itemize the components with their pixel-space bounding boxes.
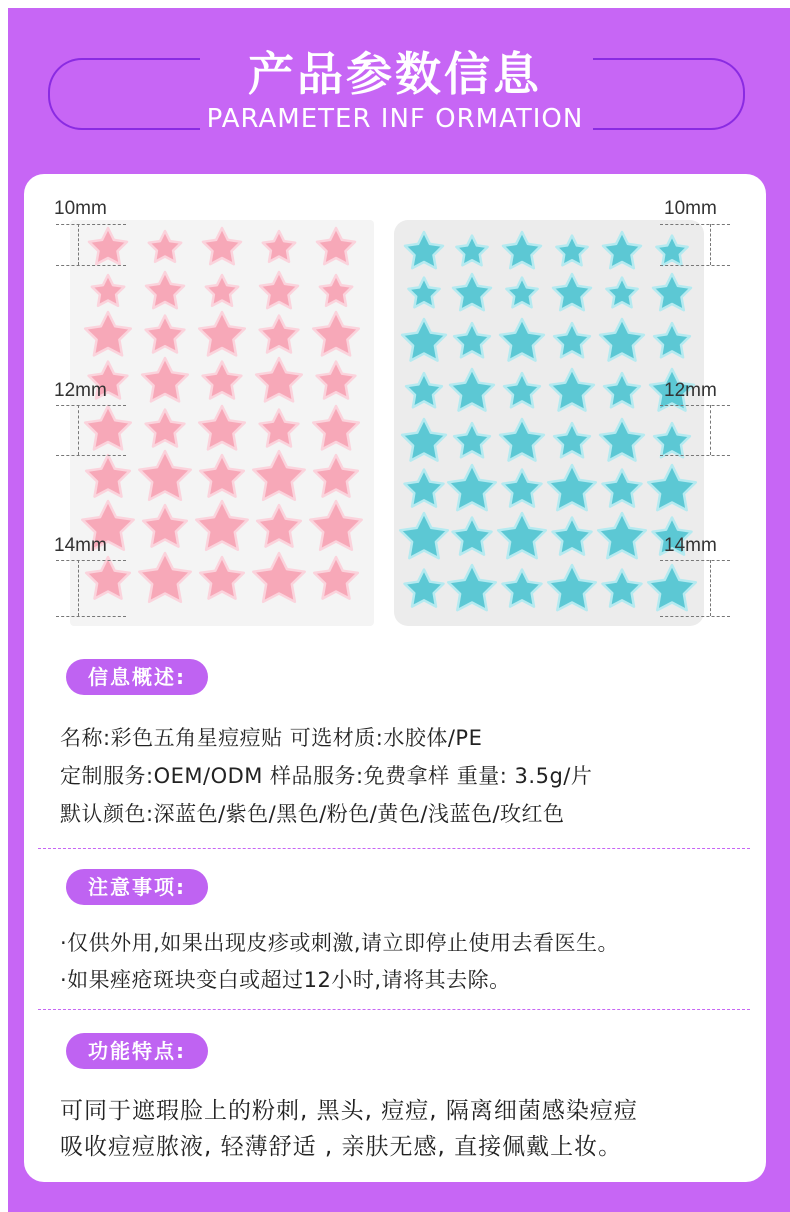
size-label-right-14mm: 14mm [664,535,717,556]
blue-star-icon [408,278,439,308]
notes-line: ·仅供外用,如果出现皮疹或刺激,请立即停止使用去看医生。 [60,931,620,955]
blue-star-icon [656,236,687,266]
pink-star-icon [260,272,298,308]
features-heading: 功能特点: [66,1033,208,1069]
pink-star-icon [139,451,190,500]
blue-star-icon [554,323,590,357]
dim-line [56,265,126,266]
pink-star-icon [314,455,358,497]
blue-star-icon [603,232,641,268]
pink-star-icon [253,451,304,500]
blue-star-icon [553,518,592,555]
notes-heading: 注意事项: [66,869,208,905]
dim-line [56,224,126,225]
dim-line [660,224,730,225]
pink-star-icon [317,228,355,264]
blue-star-icon [454,323,490,357]
blue-star-icon [405,470,444,507]
pink-star-icon [139,553,190,602]
overview-line: 定制服务:OEM/ODM 样品服务:免费拿样 重量: 3.5g/片 [60,764,593,788]
pink-star-icon [260,410,299,447]
overview-line: 默认颜色:深蓝色/紫色/黑色/粉色/黄色/浅蓝色/玫红色 [60,802,565,826]
blue-star-icon [600,419,644,461]
blue-star-icon [653,274,691,310]
blue-star-icon [604,373,640,407]
pink-star-icon [86,455,130,497]
blue-star-icon [504,373,540,407]
pink-star-icon [253,553,304,602]
pink-star-icon [263,231,295,262]
dim-line [78,560,79,616]
blue-star-icon [402,319,446,361]
blue-star-icon [606,278,637,308]
blue-star-icon [453,274,491,310]
overview-line: 名称:彩色五角星痘痘贴 可选材质:水胶体/PE [60,726,483,750]
blue-star-icon [603,570,642,607]
blue-star-icon [554,423,590,457]
pink-star-icon [256,358,302,401]
pink-star-icon [146,316,185,353]
dim-line [56,455,126,456]
blue-star-icon [506,278,537,308]
blue-star-icon [456,236,487,266]
pink-star-icon [146,272,184,308]
blue-star-icon [402,419,446,461]
blue-star-icon [448,565,496,610]
pink-star-icon [206,275,238,306]
blue-star-icon [553,274,591,310]
blue-star-icon [498,513,546,558]
pink-star-icon [146,410,185,447]
pink-star-icon [203,362,242,399]
dim-line [78,405,79,455]
dim-line [660,560,730,561]
blue-star-icon [600,319,644,361]
blue-star-icon [453,518,492,555]
features-line: 可同于遮瑕脸上的粉刺, 黑头, 痘痘, 隔离细菌感染痘痘 [60,1098,638,1124]
blue-star-icon [654,323,690,357]
pink-star-icon [203,228,241,264]
pink-star-icon [310,501,361,550]
blue-star-icon [405,570,444,607]
blue-star-icon [503,232,541,268]
pink-star-icon [313,312,359,355]
pink-star-icon [200,455,244,497]
dim-line [56,560,126,561]
size-label-left-12mm: 12mm [54,380,107,401]
size-label-right-10mm: 10mm [664,198,717,219]
pink-star-icon [149,231,181,262]
pink-star-icon [313,406,359,449]
dim-line [660,616,730,617]
blue-star-icon [556,236,587,266]
blue-star-icon [550,369,594,411]
dim-line [710,224,711,265]
blue-star-icon [648,465,696,510]
dim-line [78,224,79,265]
blue-star-icon [448,465,496,510]
dim-line [710,405,711,455]
dim-line [56,616,126,617]
blue-star-icon [450,369,494,411]
pink-star-icon [320,275,352,306]
pink-star-icon [85,406,131,449]
dim-line [660,455,730,456]
blue-star-icon [500,419,544,461]
pink-star-icon [314,557,358,599]
pink-star-icon [89,228,127,264]
pink-star-icon [92,275,124,306]
blue-star-icon [500,319,544,361]
blue-star-icon [405,232,443,268]
pink-star-icon [260,316,299,353]
blue-star-icon [503,570,542,607]
pink-star-icon [196,501,247,550]
pink-star-icon [143,505,187,546]
size-label-left-14mm: 14mm [54,535,107,556]
pink-star-icon [142,358,188,401]
dim-line [660,405,730,406]
page-subtitle: PARAMETER INF ORMATION [206,104,584,134]
blue-star-icon [503,470,542,507]
size-label-right-12mm: 12mm [664,380,717,401]
pink-star-icon [199,406,245,449]
blue-star-icon [654,423,690,457]
blue-star-icon [648,565,696,610]
notes-line: ·如果痤疮斑块变白或超过12小时,请将其去除。 [60,968,511,992]
dim-line [710,560,711,616]
size-label-left-10mm: 10mm [54,198,107,219]
dim-line [660,265,730,266]
pink-star-icon [85,312,131,355]
page-title: 产品参数信息 [248,47,542,101]
features-line: 吸收痘痘脓液, 轻薄舒适 , 亲肤无感, 直接佩戴上妆。 [60,1134,623,1160]
blue-star-icon [548,465,596,510]
blue-star-icon [400,513,448,558]
pink-star-icon [86,557,130,599]
section-divider [38,1009,750,1010]
pink-star-icon [200,557,244,599]
section-divider [38,848,750,849]
blue-star-icon [548,565,596,610]
pink-star-icon [317,362,356,399]
pink-star-icon [199,312,245,355]
dim-line [56,405,126,406]
overview-heading: 信息概述: [66,659,208,695]
blue-star-icon [603,470,642,507]
pink-star-icon [257,505,301,546]
blue-star-icon [406,373,442,407]
blue-star-icon [598,513,646,558]
blue-star-icon [454,423,490,457]
